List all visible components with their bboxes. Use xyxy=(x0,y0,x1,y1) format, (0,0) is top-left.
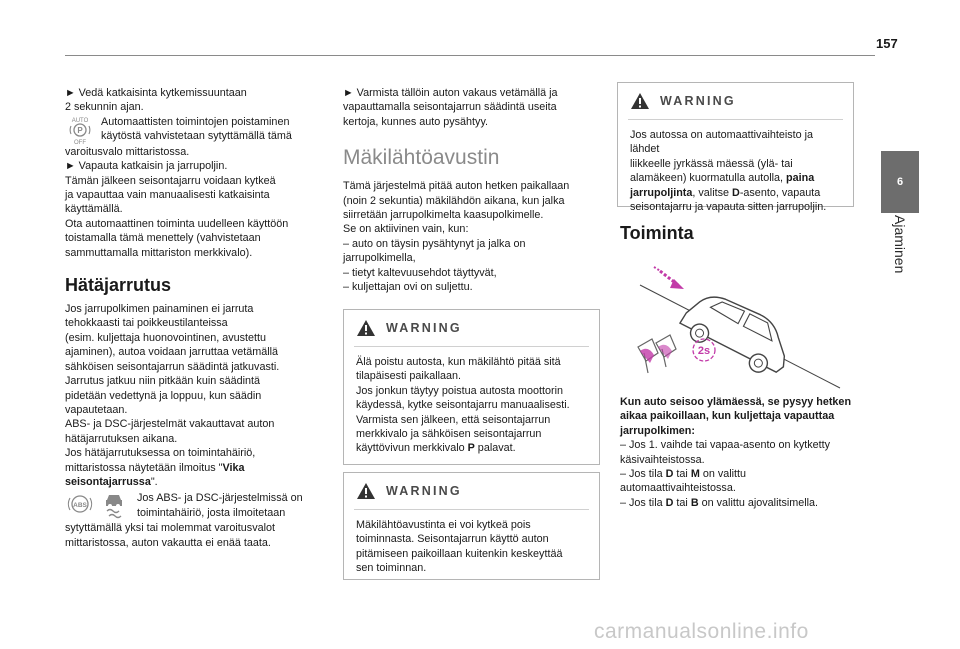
list-item: – Jos 1. vaihde tai vapaa-asento on kytketty xyxy=(620,439,831,452)
list-item: – auto on täysin pysähtynyt ja jalka on xyxy=(343,237,526,250)
warning-text: pitämiseen paikoillaan kuitenkin keskeyttää xyxy=(356,547,563,560)
section-heading: Hätäjarrutus xyxy=(65,275,172,296)
abs-warning-light-icon xyxy=(65,491,95,517)
bold-text: aikaa paikoillaan, kun kuljettaja vapauttaa xyxy=(620,410,835,423)
body-text: vapautetaan. xyxy=(65,403,128,416)
warning-text: Jos jonkun täytyy poistua autosta moottorin xyxy=(356,384,564,397)
warning-text: Mäkilähtöavustinta ei voi kytkeä pois xyxy=(356,519,531,531)
warning-triangle-icon xyxy=(630,92,650,110)
body-text: sammuttamalla mittariston merkkivalo). xyxy=(65,246,253,259)
pedal-icon xyxy=(638,335,676,373)
auto-off-warning-light-icon xyxy=(65,115,95,145)
step-text: ► Vapauta katkaisin ja jarrupoljin. xyxy=(65,160,228,173)
body-text: siirretään jarrupolkimelta kaasupolkimelle. xyxy=(343,209,544,222)
warning-text: Älä poistu autosta, kun mäkilähtö pitää sitä xyxy=(356,356,561,368)
warning-text: Varmista sen jälkeen, että seisontajarrun xyxy=(356,413,551,426)
list-item: käsivaihteistossa. xyxy=(620,453,705,466)
warning-box xyxy=(343,472,600,580)
warning-text: tilapäisesti paikallaan. xyxy=(356,370,462,383)
warning-text: jarrupoljinta, valitse D-asento, vapauta xyxy=(630,186,821,199)
list-item: automaattivaihteistossa. xyxy=(620,482,736,495)
warning-text: Jos autossa on automaattivaihteisto ja lähdet xyxy=(630,129,814,156)
note-text: mittaristossa, auton vakautta ei enää taata. xyxy=(65,536,271,549)
body-text: toistamalla tämä menettely (vahvistetaan xyxy=(65,232,261,245)
note-text: Automaattisten toimintojen poistaminen xyxy=(101,115,290,128)
warning-title: WARNING xyxy=(660,94,736,108)
body-text: ajaminen), autoa voidaan jarruttaa vetämällä xyxy=(65,346,279,359)
body-text: ABS- ja DSC-järjestelmät vakauttavat auton xyxy=(65,418,275,431)
body-text: sähköisen seisontajarrun säädintä jatkuvasti. xyxy=(65,360,280,373)
warning-text: käyttövivun merkkivalo P palavat. xyxy=(356,442,516,455)
header-rule xyxy=(65,55,875,56)
body-text: mittaristossa näytetään ilmoitus "Vika xyxy=(65,461,245,474)
body-text: Jos jarrupolkimen painaminen ei jarruta xyxy=(65,303,254,316)
dsc-warning-light-icon xyxy=(99,491,129,521)
body-text: (esim. kuljettaja huonovointinen, avustettu xyxy=(65,331,267,344)
body-text: Tämän jälkeen seisontajarru voidaan kytkeä xyxy=(65,174,276,187)
section-heading: Mäkilähtöavustin xyxy=(343,146,500,170)
warning-title: WARNING xyxy=(386,321,462,335)
step-text: vapauttamalla seisontajarrun säädintä useita xyxy=(343,101,557,114)
off-label: OFF xyxy=(74,139,86,145)
body-text: tehokkaasti tai poikkeustilanteissa xyxy=(65,317,228,330)
step-text: kertoja, kunnes auto pysähtyy. xyxy=(343,115,489,128)
list-item: – tietyt kaltevuusehdot täyttyvät, xyxy=(343,266,497,279)
warning-triangle-icon xyxy=(356,319,376,337)
hill-start-illustration xyxy=(618,255,843,390)
chapter-title: Ajaminen xyxy=(892,215,908,274)
column-right-text xyxy=(620,395,860,510)
body-text: Jos hätäjarrutuksessa on toimintahäiriö, xyxy=(65,447,256,460)
warning-text: merkkivalo ja sähköisen seisontajarrun xyxy=(356,428,542,441)
bold-text: jarrupolkimen: xyxy=(620,424,695,437)
warning-box xyxy=(343,309,600,465)
note-text: Jos ABS- ja DSC-järjestelmissä on xyxy=(137,492,303,505)
list-item: – Jos tila D tai M on valittu xyxy=(620,468,747,481)
column-middle xyxy=(343,86,603,294)
auto-off-note xyxy=(65,115,327,145)
body-text: ja vapauttaa vain manuaalisesti katkaisinta xyxy=(65,189,270,202)
body-text: käyttämällä. xyxy=(65,203,123,216)
note-text: toimintahäiriö, josta ilmoitetaan xyxy=(137,506,286,519)
abs-dsc-note xyxy=(65,491,327,521)
bold-text: Kun auto seisoo ylämäessä, se pysyy hetken xyxy=(620,396,852,408)
step-text: ► Vedä katkaisinta kytkemissuuntaan xyxy=(65,87,247,99)
warning-title: WARNING xyxy=(386,484,462,498)
body-text: seisontajarrussa". xyxy=(65,475,158,488)
warning-text: sen toiminnan. xyxy=(356,562,427,575)
warning-text: seisontajarru ja vapauta sitten jarrupoljin. xyxy=(630,201,827,214)
column-left xyxy=(65,86,327,550)
two-seconds-label: 2s xyxy=(697,345,711,357)
page-number: 157 xyxy=(876,36,898,51)
body-text: Tämä järjestelmä pitää auton hetken paikallaan xyxy=(343,180,570,193)
watermark: carmanualsonline.info xyxy=(594,620,809,643)
section-heading: Toiminta xyxy=(620,223,694,243)
body-text: (noin 2 sekuntia) mäkilähdön aikana, kun jalka xyxy=(343,194,565,207)
chapter-number: 6 xyxy=(896,176,904,188)
note-text: sytyttämällä yksi tai molemmat varoitusvalot xyxy=(65,522,276,535)
warning-text: käydessä, kytke seisontajarru manuaalisesti. xyxy=(356,399,570,412)
abs-label: ABS xyxy=(73,502,87,510)
body-text: Ota automaattinen toiminta uudelleen käyttöön xyxy=(65,217,289,230)
list-item: – kuljettajan ovi on suljettu. xyxy=(343,281,473,294)
step-text: ► Varmista tällöin auton vakaus vetämällä ja xyxy=(343,87,558,99)
warning-box xyxy=(617,82,854,214)
warning-text: alamäkeen) kuormatulla autolla, paina xyxy=(630,172,815,185)
svg-text:P: P xyxy=(77,125,83,135)
body-text: Jarrutus jatkuu niin pitkään kuin säädintä xyxy=(65,375,261,388)
warning-text: liikkeelle jyrkässä mäessä (ylä- tai xyxy=(630,157,793,170)
body-text: Se on aktiivinen vain, kun: xyxy=(343,223,469,236)
auto-label: AUTO xyxy=(71,117,89,124)
note-text: varoitusvalo mittaristossa. xyxy=(65,145,190,158)
step-text: 2 sekunnin ajan. xyxy=(65,101,144,114)
chapter-tab[interactable] xyxy=(881,151,919,213)
warning-triangle-icon xyxy=(356,482,376,500)
body-text: hätäjarrutuksen aikana. xyxy=(65,432,178,445)
warning-text: toiminnasta. Seisontajarrun käyttö auton xyxy=(356,533,549,546)
note-text: käytöstä vahvistetaan sytyttämällä tämä xyxy=(101,130,292,143)
list-item: jarrupolkimella, xyxy=(343,252,416,265)
body-text: pidetään vedettynä ja loppuu, kun säädin xyxy=(65,389,262,402)
list-item: – Jos tila D tai B on valittu ajovalitsimella. xyxy=(620,496,819,509)
